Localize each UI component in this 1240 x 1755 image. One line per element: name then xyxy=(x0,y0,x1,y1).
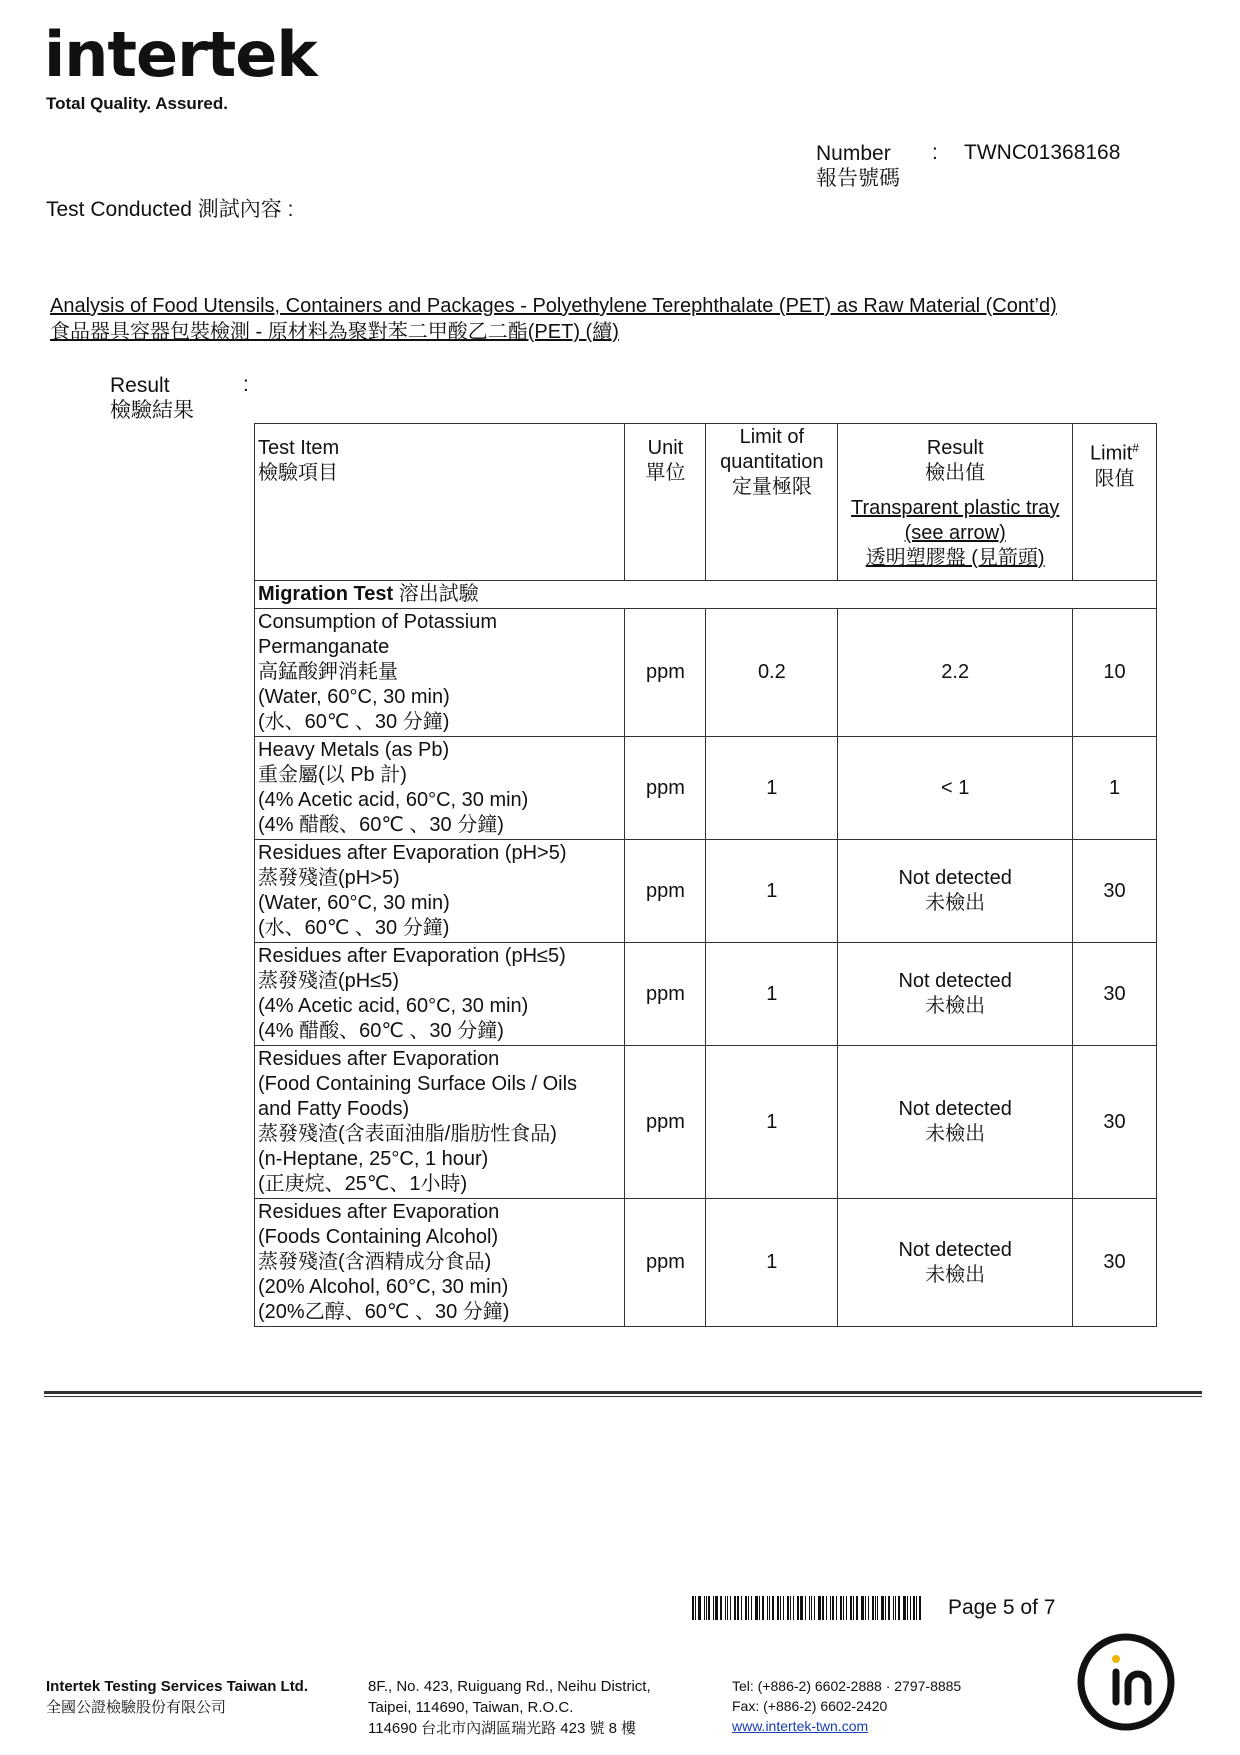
result-cell: Not detected 未檢出 xyxy=(838,943,1073,1046)
header-result: Result 檢出值 Transparent plastic tray (see arrow) 透明塑膠盤 (見箭頭) xyxy=(838,424,1073,581)
barcode-bar xyxy=(861,1596,864,1620)
barcode-bar xyxy=(913,1596,915,1620)
result-cell: Not detected 未檢出 xyxy=(838,1199,1073,1327)
barcode-bar xyxy=(818,1596,821,1620)
loq-cell: 1 xyxy=(706,737,838,840)
barcode-bar xyxy=(734,1596,736,1620)
header-limit: Limit# 限值 xyxy=(1073,424,1157,581)
unit-cell: ppm xyxy=(625,840,706,943)
barcode-bar xyxy=(850,1596,852,1620)
limit-cell: 30 xyxy=(1073,840,1157,943)
barcode-bar xyxy=(919,1596,921,1620)
barcode-bar xyxy=(767,1596,768,1620)
result-cell: < 1 xyxy=(838,737,1073,840)
barcode-bar xyxy=(916,1596,917,1620)
table-row xyxy=(255,943,1157,1046)
barcode-bar xyxy=(868,1596,869,1620)
barcode-bar xyxy=(692,1596,694,1620)
limit-cell: 30 xyxy=(1073,1199,1157,1327)
intertek-logo: intertek xyxy=(44,18,317,91)
analysis-title: Analysis of Food Utensils, Containers and Packages - Polyethylene Terephthalate (PET) as Raw Material (Cont’d) 食品器具容器包裝檢測 - 原材料為聚對苯二甲酸乙二酯(PET) (續) xyxy=(50,295,1057,343)
limit-cell: 10 xyxy=(1073,609,1157,737)
barcode-bar xyxy=(783,1596,784,1620)
barcode-bar xyxy=(704,1596,705,1620)
test-item-cell: Consumption of Potassium Permanganate 高錳酸鉀消耗量 (Water, 60°C, 30 min) (水、60℃ 、30 分鐘) xyxy=(255,609,625,737)
barcode-bar xyxy=(903,1596,906,1620)
barcode-bar xyxy=(872,1596,874,1620)
barcode-bar xyxy=(893,1596,894,1620)
page-number: Page 5 of 7 xyxy=(948,1596,1056,1619)
barcode-bar xyxy=(769,1596,770,1620)
footer-rule xyxy=(44,1391,1202,1394)
barcode-bar xyxy=(809,1596,811,1620)
header-test-item: Test Item 檢驗項目 xyxy=(255,424,625,581)
barcode-bar xyxy=(762,1596,764,1620)
result-cell: 2.2 xyxy=(838,609,1073,737)
barcode-bar xyxy=(706,1596,707,1620)
barcode-bar xyxy=(865,1596,866,1620)
table-row xyxy=(255,609,1157,737)
barcode-bar xyxy=(811,1596,812,1620)
loq-cell: 0.2 xyxy=(706,609,838,737)
barcode-bar xyxy=(759,1596,760,1620)
loq-cell: 1 xyxy=(706,1046,838,1199)
barcode-bar xyxy=(797,1596,799,1620)
section-migration-test xyxy=(255,581,1157,609)
barcode-bar xyxy=(836,1596,837,1620)
intertek-in-logo-icon xyxy=(1076,1632,1176,1732)
barcode-bar xyxy=(907,1596,908,1620)
loq-cell: 1 xyxy=(706,943,838,1046)
barcode-bar xyxy=(898,1596,900,1620)
table-header-row xyxy=(255,424,1157,581)
barcode-bar xyxy=(830,1596,831,1620)
barcode-bar xyxy=(695,1596,696,1620)
barcode-bar xyxy=(737,1596,740,1620)
loq-cell: 1 xyxy=(706,840,838,943)
footer-company: Intertek Testing Services Taiwan Ltd. 全國公證檢驗股份有限公司 xyxy=(46,1678,309,1716)
barcode-bar xyxy=(787,1596,789,1620)
test-item-cell: Heavy Metals (as Pb) 重金屬(以 Pb 計) (4% Acetic acid, 60°C, 30 min) (4% 醋酸、60℃ 、30 分鐘) xyxy=(255,737,625,840)
report-number-colon: : xyxy=(932,141,938,164)
table-row xyxy=(255,1199,1157,1327)
header-loq: Limit of quantitation 定量極限 xyxy=(706,424,838,581)
result-cell: Not detected 未檢出 xyxy=(838,840,1073,943)
result-label: Result 檢驗結果 xyxy=(110,374,194,422)
unit-cell: ppm xyxy=(625,943,706,1046)
report-number-value: TWNC01368168 xyxy=(964,141,1121,164)
loq-cell: 1 xyxy=(706,1199,838,1327)
barcode-bar xyxy=(745,1596,747,1620)
unit-cell: ppm xyxy=(625,609,706,737)
limit-cell: 1 xyxy=(1073,737,1157,840)
results-table xyxy=(254,423,1157,1327)
test-item-cell: Residues after Evaporation (Food Containing Surface Oils / Oils and Fatty Foods) 蒸發殘渣(含表面油脂/脂肪性食品) (n-Heptane, 25°C, 1 hour) (正庚烷、25℃、1小時) xyxy=(255,1046,625,1199)
barcode-bar xyxy=(790,1596,791,1620)
barcode-bar xyxy=(877,1596,878,1620)
barcode-bar xyxy=(713,1596,714,1620)
test-item-cell: Residues after Evaporation (Foods Containing Alcohol) 蒸發殘渣(含酒精成分食品) (20% Alcohol, 60°C, 30 min) (20%乙醇、60℃ 、30 分鐘) xyxy=(255,1199,625,1327)
barcode-bar xyxy=(751,1596,752,1620)
barcode-bar xyxy=(910,1596,911,1620)
table-row xyxy=(255,1046,1157,1199)
limit-cell: 30 xyxy=(1073,1046,1157,1199)
test-item-cell: Residues after Evaporation (pH>5) 蒸發殘渣(pH>5) (Water, 60°C, 30 min) (水、60℃ 、30 分鐘) xyxy=(255,840,625,943)
header-unit: Unit 單位 xyxy=(625,424,706,581)
footer-contact: Tel: (+886-2) 6602-2888 · 2797-8885 Fax: (+886-2) 6602-2420 www.intertek-twn.com xyxy=(732,1678,962,1734)
unit-cell: ppm xyxy=(625,1046,706,1199)
barcode-bar xyxy=(875,1596,876,1620)
logo-tagline: Total Quality. Assured. xyxy=(46,94,228,113)
barcode-bar xyxy=(856,1596,858,1620)
table-row xyxy=(255,737,1157,840)
section-label: Migration Test 溶出試驗 xyxy=(255,581,1157,609)
footer-address: 8F., No. 423, Ruiguang Rd., Neihu District, Taipei, 114690, Taiwan, R.O.C. 114690 台北市內湖區瑞光路 423 號 8 樓 xyxy=(368,1678,651,1737)
barcode-bar xyxy=(748,1596,749,1620)
unit-cell: ppm xyxy=(625,737,706,840)
barcode-bar xyxy=(843,1596,844,1620)
barcode-bar xyxy=(853,1596,854,1620)
barcode-bar xyxy=(708,1596,710,1620)
barcode-bar xyxy=(715,1596,718,1620)
test-conducted-label: Test Conducted 測試內容 : xyxy=(46,198,294,221)
barcode-bar xyxy=(777,1596,780,1620)
barcode-bar xyxy=(772,1596,774,1620)
table-row xyxy=(255,840,1157,943)
result-colon: : xyxy=(243,373,249,396)
footer-rule-thin xyxy=(44,1396,1202,1397)
barcode-bar xyxy=(826,1596,827,1620)
barcode-bar xyxy=(822,1596,824,1620)
barcode-bar xyxy=(730,1596,731,1620)
barcode-bar xyxy=(793,1596,794,1620)
report-number-label: Number 報告號碼 xyxy=(816,142,900,190)
barcode-bar xyxy=(846,1596,847,1620)
barcode-bar xyxy=(832,1596,834,1620)
barcode-image xyxy=(692,1596,924,1620)
barcode-bar xyxy=(885,1596,886,1620)
barcode-bar xyxy=(895,1596,896,1620)
barcode-bar xyxy=(780,1596,781,1620)
barcode-bar xyxy=(698,1596,701,1620)
barcode-bar xyxy=(725,1596,726,1620)
test-item-cell: Residues after Evaporation (pH≤5) 蒸發殘渣(pH≤5) (4% Acetic acid, 60°C, 30 min) (4% 醋酸、60℃ 、30 分鐘) xyxy=(255,943,625,1046)
barcode-bar xyxy=(720,1596,722,1620)
barcode-bar xyxy=(840,1596,843,1620)
barcode-bar xyxy=(741,1596,742,1620)
barcode-bar xyxy=(814,1596,815,1620)
barcode-bar xyxy=(727,1596,728,1620)
result-cell: Not detected 未檢出 xyxy=(838,1046,1073,1199)
limit-cell: 30 xyxy=(1073,943,1157,1046)
barcode-bar xyxy=(800,1596,803,1620)
unit-cell: ppm xyxy=(625,1199,706,1327)
barcode-bar xyxy=(881,1596,884,1620)
barcode-bar xyxy=(888,1596,890,1620)
barcode-bar xyxy=(805,1596,806,1620)
barcode-bar xyxy=(755,1596,758,1620)
website-link[interactable]: www.intertek-twn.com xyxy=(732,1718,869,1734)
